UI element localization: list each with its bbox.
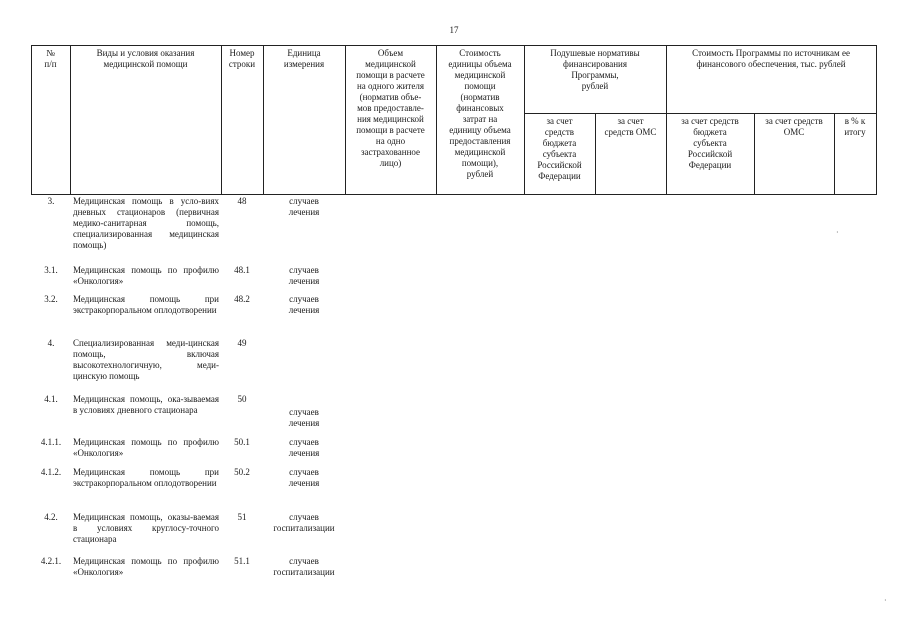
- row-unit: случаев лечения: [288, 437, 320, 458]
- row-number: 4.2.: [44, 512, 58, 522]
- header-per-capita-oms: за счет средств ОМС: [604, 116, 657, 137]
- row-code: 50.2: [234, 467, 250, 477]
- header-row-number: Номер строки: [228, 48, 256, 69]
- table-row: [0, 394, 905, 430]
- header-unit: Единица измерения: [283, 48, 325, 69]
- table-row: [0, 467, 905, 503]
- row-name: Медицинская помощь по профилю «Онкология»: [73, 437, 219, 458]
- header-volume: Объем медицинской помощи в расчете на одного жителя (норматив объе- мов предоставле- ния медицинской помощи в расчете на одно застрахованное лицо): [356, 48, 425, 168]
- header-program-oms: за счет средств ОМС: [765, 116, 823, 137]
- row-unit: случаев лечения: [288, 196, 320, 217]
- table-row: [0, 437, 905, 463]
- row-name: Медицинская помощь в усло-виях дневных стационаров (первичная медико-санитарная помощь, специализированная медицинская помощь): [73, 196, 219, 250]
- scan-speck: ·: [836, 228, 839, 237]
- row-name: Медицинская помощь при экстракорпоральном оплодотворении: [73, 294, 219, 315]
- table-row: [0, 196, 905, 256]
- scan-speck: ·: [884, 596, 887, 605]
- table-row: [0, 265, 905, 289]
- row-name: Медицинская помощь по профилю «Онкология»: [73, 556, 219, 577]
- table-row: [0, 338, 905, 386]
- header-program-pct: в % к итогу: [844, 116, 866, 137]
- header-bottom-border: [31, 194, 876, 195]
- row-number: 4.2.1.: [40, 556, 62, 566]
- row-number: 3.2.: [44, 294, 58, 304]
- row-code: 48: [237, 196, 247, 206]
- row-name: Медицинская помощь при экстракорпоральном оплодотворении: [73, 467, 219, 488]
- row-name: Специализированная меди-цинская помощь, включая высокотехнологичную, меди-цинскую помощь: [73, 338, 219, 381]
- col-border: [876, 45, 877, 195]
- row-code: 48.2: [234, 294, 250, 304]
- header-program-cost: Стоимость Программы по источникам ее финансового обеспечения, тыс. рублей: [692, 48, 850, 69]
- header-per-capita: Подушевые нормативы финансирования Программы, рублей: [550, 48, 640, 91]
- row-code: 50.1: [234, 437, 250, 447]
- page-number: 17: [449, 25, 459, 35]
- row-code: 51.1: [234, 556, 250, 566]
- row-number: 4.1.: [44, 394, 58, 404]
- table-row: [0, 556, 905, 582]
- row-unit: случаев лечения: [288, 407, 320, 428]
- row-code: 50: [237, 394, 247, 404]
- header-top-border: [31, 45, 876, 46]
- row-number: 4.1.1.: [40, 437, 62, 447]
- row-name: Медицинская помощь по профилю «Онкология»: [73, 265, 219, 286]
- header-program-budget: за счет средств бюджета субъекта Российской Федерации: [681, 116, 739, 170]
- row-code: 49: [237, 338, 247, 348]
- row-unit: случаев лечения: [288, 294, 320, 315]
- header-unit-cost: Стоимость единицы объема медицинской помощи (норматив финансовых затрат на единицу объема предоставления медицинской помощи), рублей: [448, 48, 512, 179]
- table-row: [0, 294, 905, 330]
- row-code: 48.1: [234, 265, 250, 275]
- row-name: Медицинская помощь, ока-зываемая в условиях дневного стационара: [73, 394, 219, 415]
- row-number: 3.: [47, 196, 55, 206]
- row-name: Медицинская помощь, оказы-ваемая в условиях круглосу-точного стационара: [73, 512, 219, 544]
- row-number: 4.: [47, 338, 55, 348]
- row-unit: случаев госпитализации: [273, 556, 335, 577]
- table-row: [0, 512, 905, 548]
- row-number: 3.1.: [44, 265, 58, 275]
- header-kinds: Виды и условия оказания медицинской помощи: [96, 48, 195, 69]
- row-unit: случаев лечения: [288, 265, 320, 286]
- header-num: № п/п: [44, 48, 57, 69]
- row-number: 4.1.2.: [40, 467, 62, 477]
- header-subdivider: [524, 113, 876, 114]
- header-per-capita-budget: за счет средств бюджета субъекта Российской Федерации: [537, 116, 582, 181]
- row-code: 51: [237, 512, 247, 522]
- row-unit: случаев лечения: [288, 467, 320, 488]
- row-unit: случаев госпитализации: [273, 512, 335, 533]
